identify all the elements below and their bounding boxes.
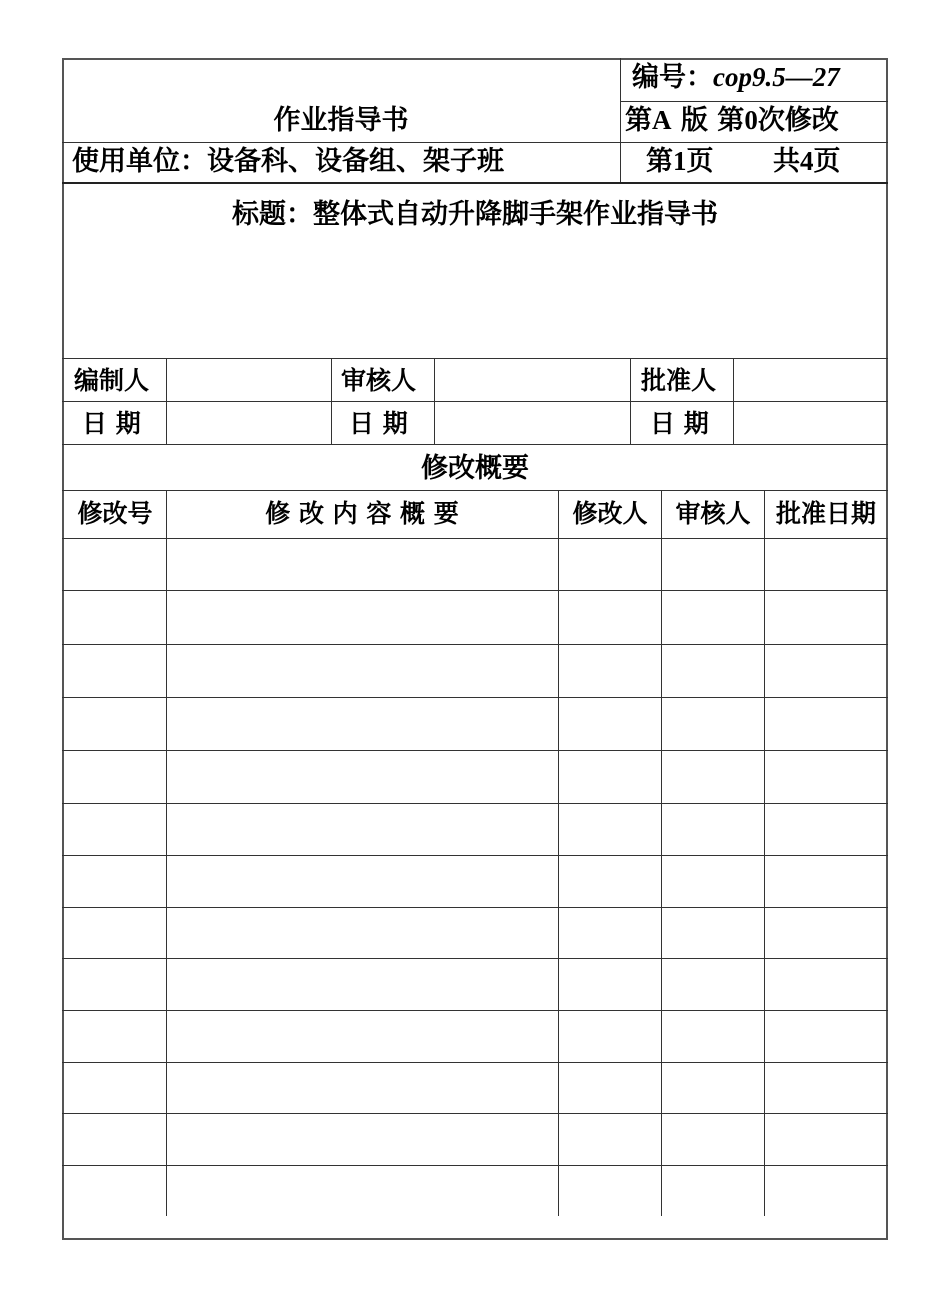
version-text: 次修改: [757, 105, 839, 136]
doc-number-label: 编号：: [632, 62, 713, 93]
page-total-number: 4: [800, 146, 814, 176]
reviewed-by-label: 审核人: [341, 366, 417, 395]
page-current: 1: [673, 146, 687, 176]
reviewed-date-label: 日 期: [349, 409, 408, 438]
table-column-rule: [764, 490, 765, 1216]
doc-type: 作业指导书: [273, 105, 409, 136]
table-column-rule: [661, 490, 662, 1216]
signoff-column-rule: [733, 358, 734, 444]
signoff-rule: [62, 401, 888, 402]
document-title: 标题：整体式自动升降脚手架作业指导书: [232, 199, 718, 230]
column-header: 修 改 内 容 概 要: [265, 499, 459, 528]
signoff-column-rule: [331, 358, 332, 444]
doc-number: [632, 64, 840, 91]
approved-date-label: 日 期: [650, 409, 709, 438]
page-number: [646, 148, 714, 175]
version-text: 第: [625, 105, 652, 136]
prepared-date-label: 日 期: [82, 409, 141, 438]
using-unit: 使用单位：设备科、设备组、架子班: [72, 146, 504, 177]
version-letter: A: [652, 105, 672, 135]
table-column-rule: [166, 490, 167, 1216]
version-text: 版 第: [680, 105, 745, 136]
page-text: 页: [813, 146, 841, 177]
title-rule: [62, 358, 888, 359]
header-rule: [620, 101, 888, 102]
signoff-column-rule: [434, 358, 435, 444]
version-number: 0: [744, 105, 758, 135]
table-column-rule: [558, 490, 559, 1216]
page-text: 共: [773, 146, 800, 177]
signoff-column-rule: [166, 358, 167, 444]
version-info: [625, 107, 839, 134]
revision-section-title: 修改概要: [421, 453, 529, 484]
column-header: 批准日期: [775, 499, 877, 528]
page-text: 页: [686, 146, 714, 177]
page-text: 第: [646, 146, 673, 177]
page-total: [773, 148, 841, 175]
prepared-by-label: 编制人: [74, 366, 150, 395]
header-rule: [62, 142, 888, 143]
doc-number-value: cop9.5—27: [713, 62, 840, 92]
column-header: 审核人: [675, 499, 751, 528]
approved-by-label: 批准人: [641, 366, 717, 395]
signoff-rule: [62, 444, 888, 445]
header-rule: [62, 182, 888, 184]
column-header: 修改人: [572, 499, 648, 528]
column-header: 修改号: [77, 499, 153, 528]
header-column-rule: [620, 58, 621, 182]
signoff-column-rule: [630, 358, 631, 444]
